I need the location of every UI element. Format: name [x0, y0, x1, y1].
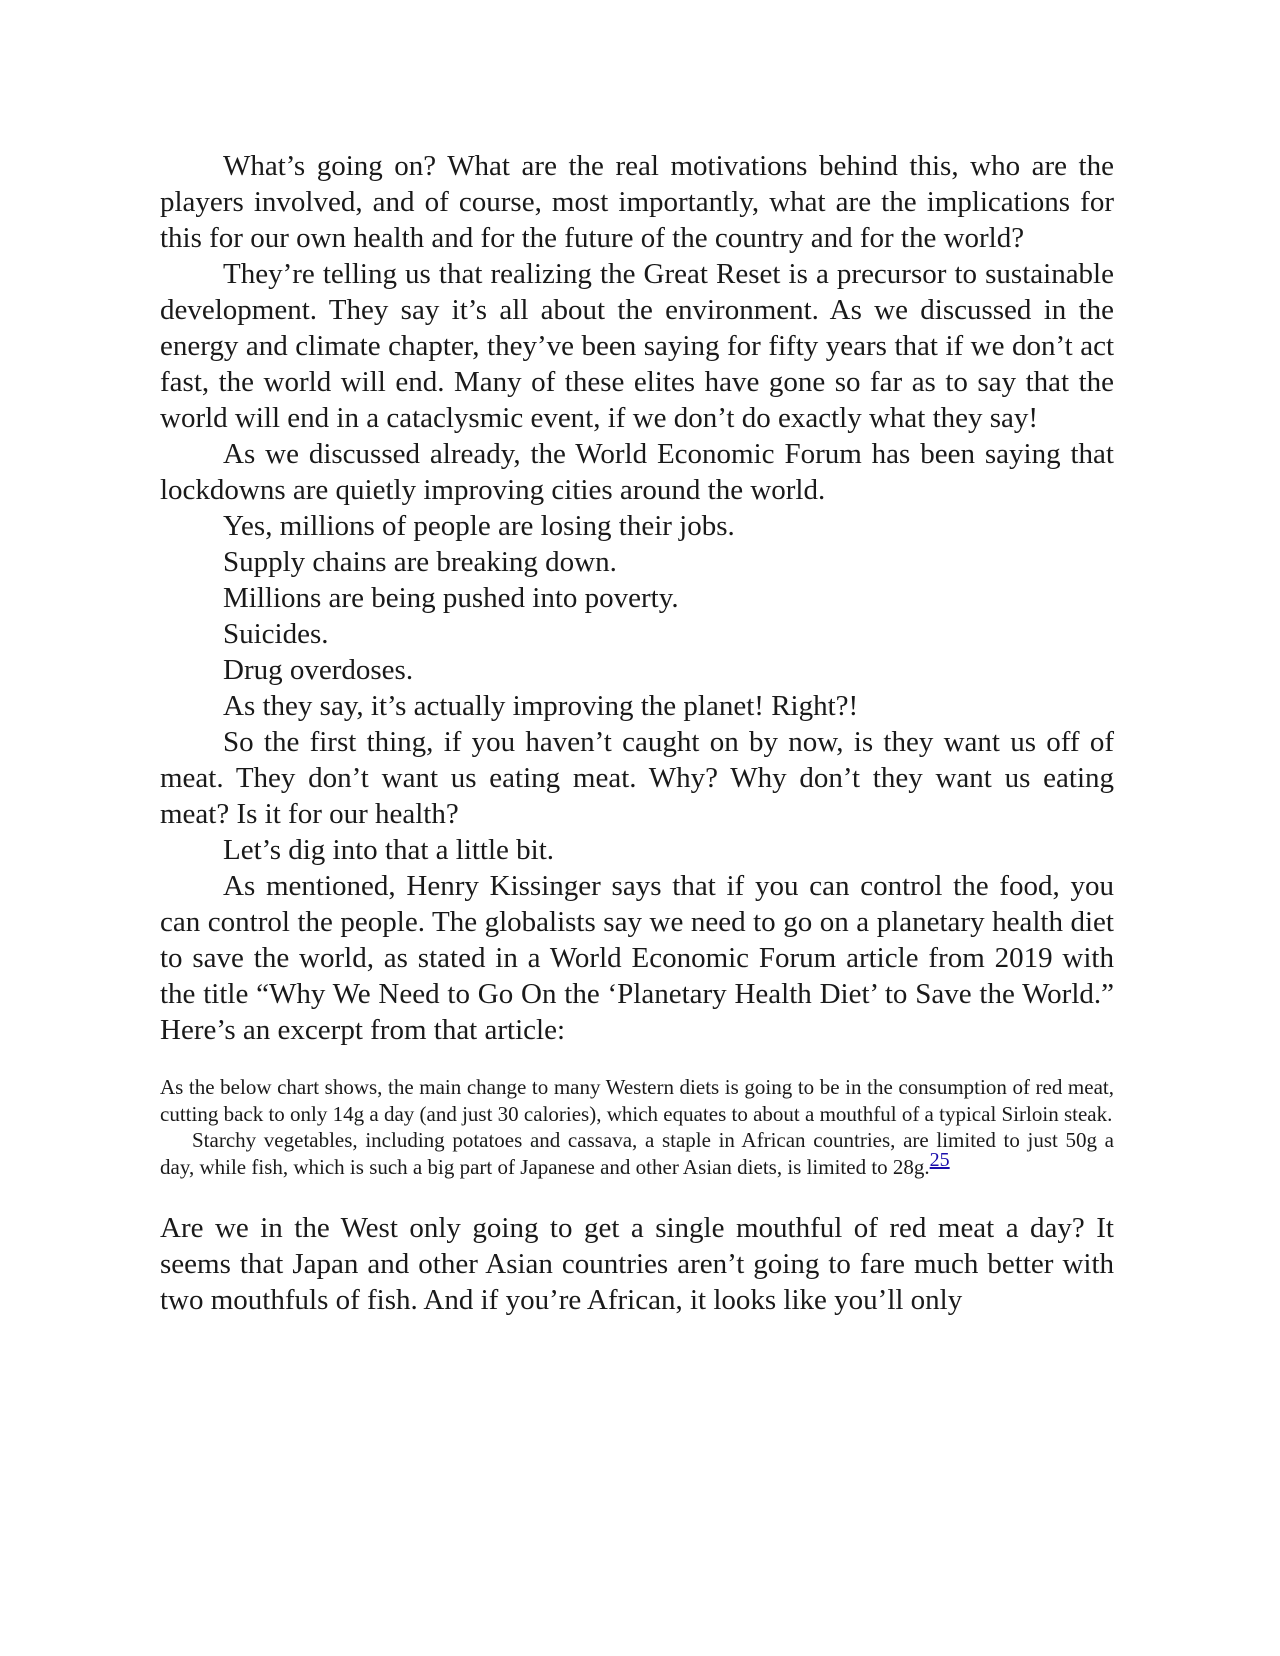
paragraph: As we discussed already, the World Economic Forum has been saying that lockdowns are quietly improving cities around the world. — [160, 438, 1114, 506]
footnote-link[interactable]: 25 — [929, 1148, 950, 1171]
paragraph: Millions are being pushed into poverty. — [223, 582, 679, 614]
paragraph: What’s going on? What are the real motivations behind this, who are the players involved, and of course, most importantly, what are the implications for this for our own health and for the future of the country and for the world? — [160, 150, 1114, 254]
page-content — [160, 148, 1114, 1318]
excerpt-paragraph: As the below chart shows, the main change to many Western diets is going to be in the consumption of red meat, cutting back to only 14g a day (and just 30 calories), which equates to about a mouthful of a typical Sirloin steak. — [160, 1075, 1114, 1126]
paragraph: Suicides. — [223, 618, 329, 650]
main-text — [160, 148, 1114, 1048]
paragraph: As they say, it’s actually improving the planet! Right?! — [223, 690, 859, 722]
paragraph: So the first thing, if you haven’t caught on by now, is they want us off of meat. They don’t want us eating meat. Why? Why don’t they want us eating meat? Is it for our health? — [160, 726, 1114, 830]
closing-text — [160, 1210, 1114, 1318]
paragraph: As mentioned, Henry Kissinger says that if you can control the food, you can control the people. The globalists say we need to go on a planetary health diet to save the world, as stated in a World Economic Forum article from 2019 with the title “Why We Need to Go On the ‘Planetary Health Diet’ to Save the World.” Here’s an excerpt from that article: — [160, 870, 1114, 1046]
paragraph: They’re telling us that realizing the Great Reset is a precursor to sustainable development. They say it’s all about the environment. As we discussed in the energy and climate chapter, they’ve been saying for fifty years that if we don’t act fast, the world will end. Many of these elites have gone so far as to say that the world will end in a cataclysmic event, if we don’t do exactly what they say! — [160, 258, 1114, 434]
paragraph: Are we in the West only going to get a single mouthful of red meat a day? It seems that Japan and other Asian countries aren’t going to fare much better with two mouthfuls of fish. And if you’re African, it looks like you’ll only — [160, 1212, 1114, 1316]
paragraph: Drug overdoses. — [223, 654, 414, 686]
excerpt-text: Starchy vegetables, including potatoes and cassava, a staple in African countries, are limited to just 50g a day, while fish, which is such a big part of Japanese and other Asian diets, is limited to 28g. — [160, 1128, 1114, 1179]
block-quote-excerpt — [160, 1074, 1114, 1180]
paragraph: Let’s dig into that a little bit. — [223, 834, 555, 866]
excerpt-paragraph — [160, 1127, 1114, 1180]
paragraph: Yes, millions of people are losing their jobs. — [223, 510, 735, 542]
paragraph: Supply chains are breaking down. — [223, 546, 617, 578]
